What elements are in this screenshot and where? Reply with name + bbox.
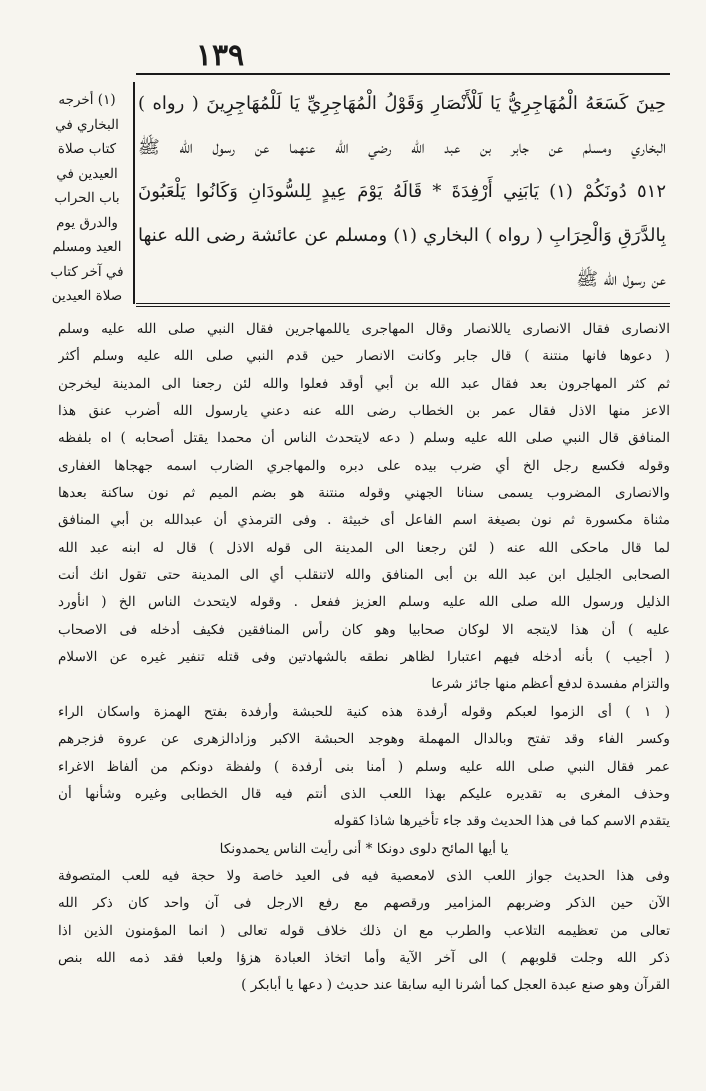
hadith-line: بِالدَّرَقِ وَالْحِرَابِ ( رواه ) البخاري (١) ومسلم عن عائشة رضى الله عنها bbox=[138, 225, 666, 246]
commentary-line: ثم كثر المهاجرون بعد فقال عبد الله بن أبي أوقد فعلوا والله لئن رجعنا الى المدينة ليخرجن bbox=[58, 375, 670, 392]
text-footer-rule bbox=[136, 303, 670, 304]
hadith-line: ٥١٢ دُونَكُمْ (١) يَابَنِي أَرْفِدَةَ * قَالَهُ يَوْمَ عِيدٍ لِلسُّودَانِ وَكَانُوا يَلْعَبُونَ bbox=[138, 181, 666, 202]
hadith-line: عن رسول الله ﷺ bbox=[576, 269, 666, 290]
commentary-line: الانصارى فقال الانصارى ياللانصار وقال المهاجرى ياللمهاجرين فقال النبي صلى الله عليه وسلم bbox=[58, 321, 670, 337]
margin-note bbox=[48, 88, 126, 309]
commentary-line: الصحابى الجليل ابن عبد الله بن أبى المنافق والله لاتنقلب أي الى المدينة حتى تقول انك أنت bbox=[58, 567, 670, 584]
footnote-line: عمر فقال النبي صلى الله عليه وسلم ( أمنا بنى أرفدة ) ولفظة دونكم من ألفاظ الاغراء bbox=[58, 758, 670, 775]
margin-note-line: صلاة العيدين bbox=[51, 288, 123, 304]
margin-note-line: في آخر كتاب bbox=[50, 263, 124, 280]
commentary-line: ( أجيب ) بأنه أدخله فيهم اعتبارا لظاهر نطقه بالشهادتين وفى قتله تنفير غيره عن الاسلام bbox=[58, 649, 670, 666]
hadith-text bbox=[138, 82, 666, 302]
footnote-line: وفى هذا الحديث جواز اللعب الذى لامعصية فيه فى العيد خاصة ولا حجة فيه للعب المتصوفة bbox=[58, 867, 670, 884]
margin-note-line: باب الحراب bbox=[54, 190, 120, 206]
margin-note-line: العيدين في bbox=[56, 165, 118, 182]
footnote-line: وكسر الفاء وقد تفتح وبالدال المهملة وهوجد الحبشة الاكبر وزادالزهرى عن عروة فزجرهم bbox=[58, 731, 670, 748]
commentary-line: الاعز منها الاذل فقال عمر بن الخطاب رضى الله عنه دعني يارسول الله أضرب عنق هذا bbox=[58, 403, 670, 420]
commentary-line: والتزام مفسدة لدفع أعظم منها جائز شرعا bbox=[431, 676, 670, 693]
hadith-line: البخاري ومسلم عن جابر بن عبد الله رضي الله عنهما عن رسول الله ﷺ bbox=[138, 137, 666, 158]
footnote-line: ( ١ ) أى الزموا لعبكم وقوله أرفدة هذه كنية للحبشة وأرفدة بفتح الهمزة واسكان الراء bbox=[58, 703, 670, 720]
hadith-line: حِينَ كَسَعَهُ الْمُهَاجِرِيُّ يَا لَلْأَنْصَارِ وَقَوْلُ الْمُهَاجِرِيِّ يَا لَلْمُهَاجِرِينَ ( رواه ) bbox=[138, 93, 666, 114]
page-number: ١٣٩ bbox=[195, 38, 245, 73]
footnote-line: تعالى من تعظيمه التلاعب والطرب مع ان ذلك خلاف قوله تعالى ( انما المؤمنون الذين اذا bbox=[58, 922, 670, 939]
footnote-line: وحذف المغرى به تقديره عليكم بهذا اللعب الذى أنتم فيه قال الخطابى وغيره وشأنها أن bbox=[58, 785, 670, 802]
poetry-verse: يا أيها المائح دلوى دونكا * أنى رأيت الناس يحمدونكا bbox=[219, 840, 509, 857]
commentary-line: لما قال ماحكى الله عنه ( لئن رجعنا الى المدينة الى قوله الاذل ) قال له ابنه عبد الله bbox=[58, 539, 670, 556]
margin-divider bbox=[133, 82, 135, 304]
footnote-line: القرآن وهو صنع عبدة العجل كما أشرنا اليه سابقا عند حديث ( دعها يا أبابكر ) bbox=[241, 977, 670, 994]
footnote-line: يتقدم الاسم كما فى هذا الحديث وقد جاء تأخيرها شاذا كقوله bbox=[333, 813, 670, 830]
margin-note-line: العيد ومسلم bbox=[52, 239, 122, 255]
commentary-line: ( دعوها فانها منتنة ) قال جابر وكانت الانصار حين قدم النبي صلى الله عليه وسلم أكثر bbox=[58, 348, 670, 365]
margin-note-line: (١) أخرجه bbox=[58, 92, 116, 108]
commentary-line: الذليل ورسول الله صلى الله عليه وسلم العزيز ففعل . وقوله لايتحدث الناس الخ ( انأورد bbox=[58, 594, 670, 611]
margin-note-line: والدرق يوم bbox=[56, 214, 118, 231]
margin-note-line: كتاب صلاة bbox=[57, 141, 117, 157]
commentary-line: وقوله فكسع رجل الخ أي ضرب بيده على دبره والمهاجري الضارب اسمه جهجاها الغفارى bbox=[58, 457, 670, 474]
commentary-line: والانصارى المضروب يسمى سنانا الجهني وقوله منتنة هو بضم الميم ثم نون ساكنة بعدها bbox=[58, 485, 670, 502]
footnote-line: الآن حين الذكر وضربهم المزامير ورقصهم مع رفع الارجل فى آن واحد كان ذكر الله bbox=[58, 895, 670, 912]
commentary-line: المنافق قال النبي صلى الله عليه وسلم ( دعه لايتحدث الناس أن محمدا يقتل أصحابه ) اه بلفظه bbox=[58, 430, 670, 447]
commentary bbox=[58, 316, 670, 1000]
commentary-line: عليه ) أن هذا لايتجه الا لوكان صحابيا وهو كان رأس المنافقين فكيف أدخله فى الاصحاب bbox=[58, 621, 670, 638]
header-rule bbox=[136, 73, 670, 75]
margin-note-line: البخاري في bbox=[55, 116, 119, 133]
commentary-line: مثناة مكسورة ثم نون بصيغة اسم الفاعل أى خبيثة . وفى الترمذي أن عبدالله بن أبي المنافق bbox=[58, 512, 670, 529]
footnote-line: ذكر الله وجلت قلوبهم ) الى آخر الآية وأما اتخاذ العبادة هزؤا ولعبا فقد ذمه الله بنص bbox=[58, 949, 670, 966]
text-footer-rule-secondary bbox=[136, 306, 670, 307]
